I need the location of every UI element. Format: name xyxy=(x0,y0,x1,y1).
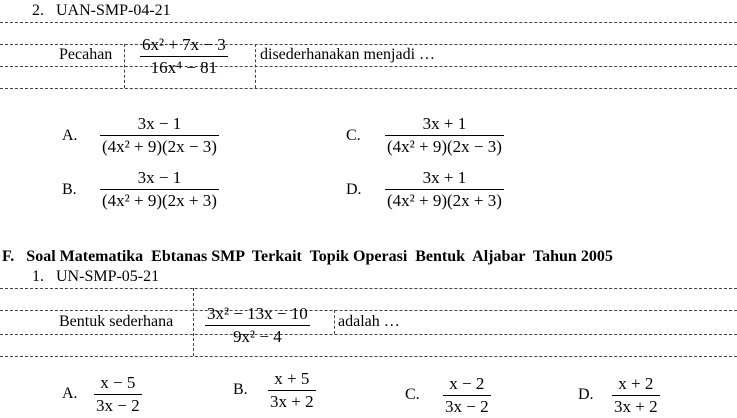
question-expression xyxy=(205,303,310,348)
table-line xyxy=(0,334,737,335)
question-code: UAN-SMP-04-21 xyxy=(56,2,171,19)
item-number: 2. xyxy=(32,2,44,19)
question-code: UN-SMP-05-21 xyxy=(56,268,160,285)
table-line xyxy=(0,288,737,289)
question-number xyxy=(32,268,159,286)
expression-numerator: 6x² + 7x − 3 xyxy=(142,35,226,54)
table-line xyxy=(255,44,256,88)
option-c-fraction: x − 2 3x − 2 xyxy=(445,374,489,416)
option-label: B. xyxy=(62,181,77,198)
option-b-fraction: x + 5 3x + 2 xyxy=(270,369,314,411)
expression-numerator: 3x² − 13x − 10 xyxy=(207,304,308,323)
question-number xyxy=(32,2,171,20)
section-heading: F. Soal Matematika Ebtanas SMP Terkait Topik Operasi Bentuk Aljabar Tahun 2005 xyxy=(2,248,613,265)
option-label: A. xyxy=(62,127,78,144)
table-line xyxy=(0,310,737,311)
question-tail: disederhanakan menjadi … xyxy=(260,46,436,63)
option-label: D. xyxy=(346,181,362,198)
option-label: C. xyxy=(405,386,420,403)
option-label: C. xyxy=(346,127,361,144)
table-line xyxy=(124,44,125,88)
table-line xyxy=(0,356,737,357)
table-line xyxy=(334,310,335,334)
question-tail: adalah … xyxy=(338,313,400,330)
option-c-fraction: 3x + 1 (4x² + 9)(2x − 3) xyxy=(387,114,502,156)
option-b-fraction: 3x − 1 (4x² + 9)(2x + 3) xyxy=(102,168,217,210)
table-line xyxy=(0,44,737,45)
expression-denominator: 16x⁴ − 81 xyxy=(150,58,218,77)
table-line xyxy=(0,88,737,89)
option-d-fraction: x + 2 3x + 2 xyxy=(614,374,658,416)
option-a-fraction: 3x − 1 (4x² + 9)(2x − 3) xyxy=(102,114,217,156)
question-expression xyxy=(140,34,228,79)
item-number: 1. xyxy=(32,268,44,285)
option-label: D. xyxy=(578,386,594,403)
option-a-fraction: x − 5 3x − 2 xyxy=(96,373,140,415)
question-lead: Pecahan xyxy=(59,46,113,63)
table-line xyxy=(193,288,194,356)
option-d-fraction: 3x + 1 (4x² + 9)(2x + 3) xyxy=(387,168,502,210)
option-label: A. xyxy=(62,385,78,402)
question-lead: Bentuk sederhana xyxy=(59,313,174,330)
option-label: B. xyxy=(233,381,248,398)
table-line xyxy=(0,66,737,67)
table-line xyxy=(0,22,737,23)
expression-denominator: 9x² − 4 xyxy=(233,327,282,346)
